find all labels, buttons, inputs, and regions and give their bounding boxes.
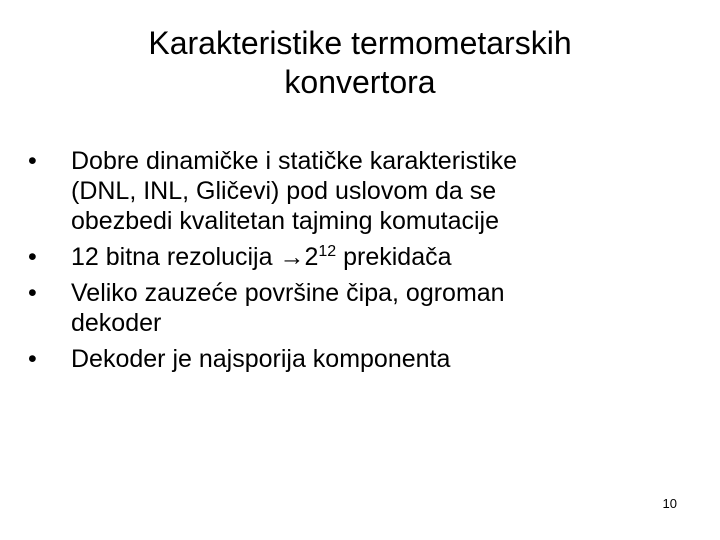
bullet-1-line-2: (DNL, INL, Gličevi) pod uslovom da se: [71, 177, 497, 205]
bullet-2-text-after: prekidača: [336, 243, 452, 271]
bullet-item-1: [28, 146, 688, 236]
bullet-1-line-3: obezbedi kvalitetan tajming komutacije: [71, 207, 500, 235]
bullet-4-line-1: Dekoder je najsporija komponenta: [71, 345, 451, 373]
bullet-dot: •: [28, 345, 37, 373]
bullet-item-3: [28, 278, 688, 338]
bullet-dot: •: [28, 279, 37, 307]
bullet-3-line-1: Veliko zauzeće površine čipa, ogroman: [71, 279, 505, 307]
bullet-item-4: [28, 344, 688, 374]
bullet-1-line-1: Dobre dinamičke i statičke karakteristike: [71, 147, 517, 175]
slide-title-line-2: konvertora: [284, 64, 436, 100]
bullet-dot: •: [28, 147, 37, 175]
bullet-2-text-before: 12 bitna rezolucija →2: [71, 243, 319, 271]
page-number: 10: [662, 496, 677, 511]
slide-title-line-1: Karakteristike termometarskih: [148, 25, 572, 61]
bullet-3-line-2: dekoder: [71, 309, 162, 337]
bullet-2-line-1: [71, 242, 688, 272]
bullet-item-2: [28, 242, 688, 272]
bullet-dot: •: [28, 243, 37, 271]
bullet-list: [28, 146, 688, 380]
slide-title: [60, 24, 660, 102]
bullet-2-exponent: 12: [318, 243, 337, 260]
